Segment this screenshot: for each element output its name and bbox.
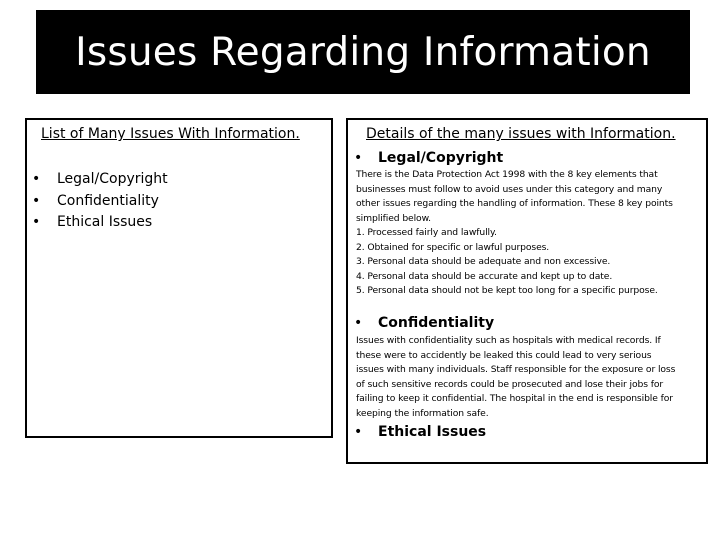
bullet-icon: • [354, 150, 363, 166]
list-item-label: Legal/Copyright [57, 171, 168, 187]
section-body-confidentiality [356, 334, 704, 421]
bullet-icon: • [32, 192, 41, 209]
list-item [27, 169, 168, 191]
page-title: Issues Regarding Information [75, 29, 651, 75]
list-item: 2. Obtained for specific or lawful purposes. [356, 241, 550, 253]
text-line: simplified below. [356, 212, 431, 224]
bullet-icon: • [354, 424, 363, 440]
list-item-label: Ethical Issues [57, 214, 153, 230]
bullet-icon: • [32, 214, 41, 230]
list-item [27, 191, 168, 213]
list-item [27, 212, 168, 234]
text-line: failing to keep it confidential. The hospital in the end is responsible for [356, 393, 673, 404]
bullet-icon: • [32, 171, 41, 187]
bullet-icon: • [354, 315, 363, 331]
text-line: There is the Data Protection Act 1998 with the 8 key elements that [356, 169, 658, 180]
text-line: these were to accidently be leaked this could lead to very serious [356, 349, 652, 361]
issues-list [27, 169, 168, 234]
section-heading-legal: • Legal/Copyright [354, 150, 504, 166]
text-line: of such sensitive records could be prosecuted and lose their jobs for [356, 378, 664, 390]
issues-list-heading: List of Many Issues With Information. [41, 126, 300, 142]
title-banner [36, 10, 690, 94]
list-item: 5. Personal data should not be kept too long for a specific purpose. [356, 285, 658, 296]
section-heading-confidentiality: • Confidentiality [354, 315, 495, 331]
text-line: Issues with confidentiality such as hospitals with medical records. If [356, 335, 661, 346]
text-line: businesses must follow to avoid uses under this category and many [356, 183, 663, 195]
list-item: 1. Processed fairly and lawfully. [356, 227, 497, 238]
list-item: 4. Personal data should be accurate and kept up to date. [356, 270, 613, 282]
list-item-label: Confidentiality [57, 192, 159, 209]
text-line: keeping the information safe. [356, 407, 489, 419]
issues-list-panel [25, 118, 333, 438]
list-item: 3. Personal data should be adequate and non excessive. [356, 256, 611, 267]
section-heading-ethical: • Ethical Issues [354, 424, 487, 440]
issues-details-heading: Details of the many issues with Information. [366, 126, 676, 142]
section-body-legal [356, 168, 704, 299]
text-line: other issues regarding the handling of information. These 8 key points [356, 198, 673, 209]
issues-details-panel [346, 118, 708, 464]
text-line: issues with many individuals. Staff responsible for the exposure or loss [356, 364, 676, 375]
